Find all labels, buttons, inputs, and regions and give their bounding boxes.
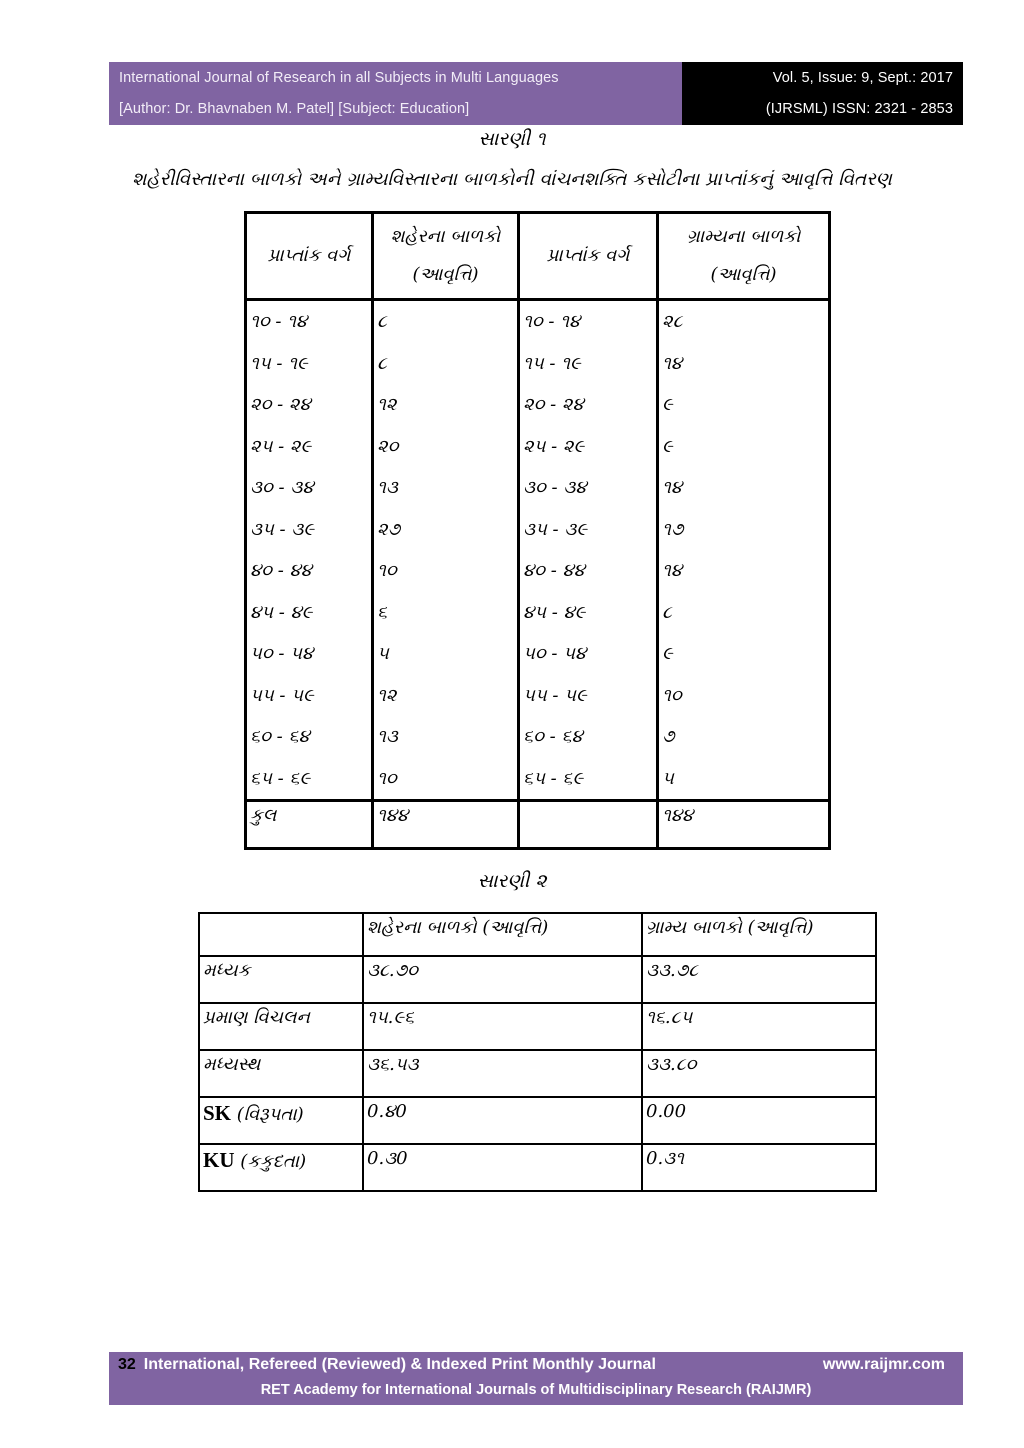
footer-left bbox=[118, 1356, 656, 1374]
author-subject: [Author: Dr. Bhavnaben M. Patel] [Subject: Education] bbox=[119, 101, 470, 118]
header-rural-line2: (આવૃત્તિ) bbox=[710, 264, 777, 285]
rural-frequency-cell: ૧૭ bbox=[658, 509, 830, 551]
statistics-table bbox=[198, 912, 877, 1192]
header-rural-line1: ગ્રામ્યના બાળકો bbox=[686, 226, 801, 247]
total-blank bbox=[519, 801, 658, 849]
total-urban: ૧૪૪ bbox=[373, 801, 519, 849]
website-link[interactable]: www.raijmr.com bbox=[822, 1356, 945, 1373]
table2-header-row bbox=[199, 913, 876, 956]
statistic-label bbox=[199, 1050, 363, 1097]
score-class-cell: ૩૫ - ૩૯ bbox=[246, 509, 373, 551]
score-class-cell: ૪૦ - ૪૪ bbox=[246, 550, 373, 592]
score-class-2-cell: ૬૫ - ૬૯ bbox=[519, 758, 658, 801]
total-label: કુલ bbox=[246, 801, 373, 849]
table1-title: શહેરીવિસ્તારના બાળકો અને ગ્રામ્યવિસ્તારના બાળકોની વાંચનશક્તિ કસોટીના પ્રાપ્તાંકનું આવૃત્તિ વિતરણ bbox=[132, 169, 892, 190]
rural-value: ૩૩.૭૮ bbox=[642, 956, 876, 1003]
urban-frequency-cell: ૧૦ bbox=[373, 758, 519, 801]
score-class-2-cell: ૪૫ - ૪૯ bbox=[519, 592, 658, 634]
statistic-label bbox=[199, 1144, 363, 1191]
rural-frequency-cell: ૧૦ bbox=[658, 675, 830, 717]
statistic-name: મધ્યસ્થ bbox=[203, 1054, 261, 1075]
table-row bbox=[246, 592, 830, 634]
header-left-panel bbox=[109, 62, 682, 125]
table-row bbox=[246, 509, 830, 551]
statistic-name: મધ્યક bbox=[203, 960, 251, 981]
score-class-2-cell: ૨૫ - ૨૯ bbox=[519, 426, 658, 468]
score-class-cell: ૩૦ - ૩૪ bbox=[246, 467, 373, 509]
table-row bbox=[199, 1003, 876, 1050]
statistic-label bbox=[199, 956, 363, 1003]
urban-frequency-cell: ૧૨ bbox=[373, 384, 519, 426]
table-row bbox=[246, 675, 830, 717]
rural-frequency-cell: ૯ bbox=[658, 633, 830, 675]
header-rural: ગ્રામ્ય બાળકો (આવૃત્તિ) bbox=[642, 913, 876, 956]
table-row bbox=[246, 467, 830, 509]
score-class-cell: ૨૫ - ૨૯ bbox=[246, 426, 373, 468]
score-class-2-cell: ૪૦ - ૪૪ bbox=[519, 550, 658, 592]
table-row bbox=[246, 343, 830, 385]
urban-frequency-cell: ૧૨ bbox=[373, 675, 519, 717]
page-number: 32 bbox=[118, 1356, 136, 1373]
header-rural-frequency bbox=[658, 213, 830, 300]
rural-frequency-cell: ૭ bbox=[658, 716, 830, 758]
score-class-2-cell: ૬૦ - ૬૪ bbox=[519, 716, 658, 758]
score-class-2-cell: ૧૦ - ૧૪ bbox=[519, 300, 658, 343]
table-row bbox=[246, 300, 830, 343]
rural-frequency-cell: ૫ bbox=[658, 758, 830, 801]
urban-frequency-cell: ૧૦ bbox=[373, 550, 519, 592]
score-class-cell: ૨૦ - ૨૪ bbox=[246, 384, 373, 426]
score-class-2-cell: ૫૫ - ૫૯ bbox=[519, 675, 658, 717]
issn: (IJRSML) ISSN: 2321 - 2853 bbox=[765, 101, 953, 118]
statistic-name: પ્રમાણ વિચલન bbox=[203, 1007, 310, 1028]
header-urban-frequency bbox=[373, 213, 519, 300]
rural-value: 0.૩૧ bbox=[642, 1144, 876, 1191]
journal-name: International Journal of Research in all Subjects in Multi Languages bbox=[119, 69, 559, 86]
score-class-cell: ૬૫ - ૬૯ bbox=[246, 758, 373, 801]
table-row bbox=[199, 1097, 876, 1144]
rural-frequency-cell: ૧૪ bbox=[658, 550, 830, 592]
score-class-2-cell: ૫૦ - ૫૪ bbox=[519, 633, 658, 675]
journal-header bbox=[109, 62, 963, 125]
table-row bbox=[246, 384, 830, 426]
statistic-label bbox=[199, 1097, 363, 1144]
header-urban-line1: શહેરના બાળકો bbox=[390, 226, 501, 247]
rural-frequency-cell: ૧૪ bbox=[658, 467, 830, 509]
rural-value: 0.00 bbox=[642, 1097, 876, 1144]
score-class-2-cell: ૧૫ - ૧૯ bbox=[519, 343, 658, 385]
urban-value: ૩૬.૫૩ bbox=[363, 1050, 642, 1097]
footer-tagline: International, Refereed (Reviewed) & Indexed Print Monthly Journal bbox=[143, 1356, 656, 1373]
header-score-class-2: પ્રાપ્તાંક વર્ગ bbox=[519, 213, 658, 300]
header-score-class: પ્રાપ્તાંક વર્ગ bbox=[246, 213, 373, 300]
urban-frequency-cell: ૨૭ bbox=[373, 509, 519, 551]
table-row bbox=[199, 1144, 876, 1191]
table-row bbox=[246, 716, 830, 758]
score-class-cell: ૫૫ - ૫૯ bbox=[246, 675, 373, 717]
header-urban: શહેરના બાળકો (આવૃત્તિ) bbox=[363, 913, 642, 956]
frequency-distribution-table bbox=[244, 211, 831, 850]
table2-caption: સારણી ૨ bbox=[477, 870, 547, 892]
total-row bbox=[246, 801, 830, 849]
table-row bbox=[199, 956, 876, 1003]
rural-frequency-cell: ૯ bbox=[658, 426, 830, 468]
total-rural: ૧૪૪ bbox=[658, 801, 830, 849]
footer-publisher: RET Academy for International Journals of Multidisciplinary Research (RAIJMR) bbox=[260, 1382, 812, 1398]
rural-frequency-cell: ૯ bbox=[658, 384, 830, 426]
table-row bbox=[199, 1050, 876, 1097]
table1-header-row bbox=[246, 213, 830, 300]
urban-value: ૩૮.૭૦ bbox=[363, 956, 642, 1003]
urban-frequency-cell: ૧૩ bbox=[373, 716, 519, 758]
statistic-abbrev: KU bbox=[203, 1148, 235, 1172]
score-class-cell: ૫૦ - ૫૪ bbox=[246, 633, 373, 675]
rural-frequency-cell: ૨૮ bbox=[658, 300, 830, 343]
urban-frequency-cell: ૮ bbox=[373, 300, 519, 343]
journal-footer bbox=[109, 1352, 963, 1405]
score-class-2-cell: ૨૦ - ૨૪ bbox=[519, 384, 658, 426]
urban-value: 0.૪0 bbox=[363, 1097, 642, 1144]
urban-value: ૧૫.૯૬ bbox=[363, 1003, 642, 1050]
score-class-2-cell: ૩૫ - ૩૯ bbox=[519, 509, 658, 551]
urban-value: 0.૩0 bbox=[363, 1144, 642, 1191]
table-row bbox=[246, 633, 830, 675]
rural-frequency-cell: ૮ bbox=[658, 592, 830, 634]
header-right-panel bbox=[682, 62, 963, 125]
header-urban-line2: (આવૃત્તિ) bbox=[412, 264, 479, 285]
urban-frequency-cell: ૨૦ bbox=[373, 426, 519, 468]
volume-issue: Vol. 5, Issue: 9, Sept.: 2017 bbox=[772, 69, 953, 86]
rural-frequency-cell: ૧૪ bbox=[658, 343, 830, 385]
header-blank bbox=[199, 913, 363, 956]
statistic-abbrev: SK bbox=[203, 1101, 232, 1125]
table-row bbox=[246, 758, 830, 801]
score-class-cell: ૬૦ - ૬૪ bbox=[246, 716, 373, 758]
urban-frequency-cell: ૮ bbox=[373, 343, 519, 385]
urban-frequency-cell: ૬ bbox=[373, 592, 519, 634]
rural-value: ૩૩.૮૦ bbox=[642, 1050, 876, 1097]
score-class-cell: ૧૫ - ૧૯ bbox=[246, 343, 373, 385]
footer-line1 bbox=[118, 1356, 945, 1374]
score-class-cell: ૧૦ - ૧૪ bbox=[246, 300, 373, 343]
score-class-cell: ૪૫ - ૪૯ bbox=[246, 592, 373, 634]
score-class-2-cell: ૩૦ - ૩૪ bbox=[519, 467, 658, 509]
statistic-label bbox=[199, 1003, 363, 1050]
urban-frequency-cell: ૧૩ bbox=[373, 467, 519, 509]
rural-value: ૧૬.૮૫ bbox=[642, 1003, 876, 1050]
table1-caption: સારણી ૧ bbox=[478, 128, 546, 150]
table-row bbox=[246, 550, 830, 592]
table-row bbox=[246, 426, 830, 468]
statistic-name: (વિરૂપતા) bbox=[236, 1104, 304, 1125]
urban-frequency-cell: ૫ bbox=[373, 633, 519, 675]
statistic-name: (કકુદતા) bbox=[240, 1151, 307, 1172]
